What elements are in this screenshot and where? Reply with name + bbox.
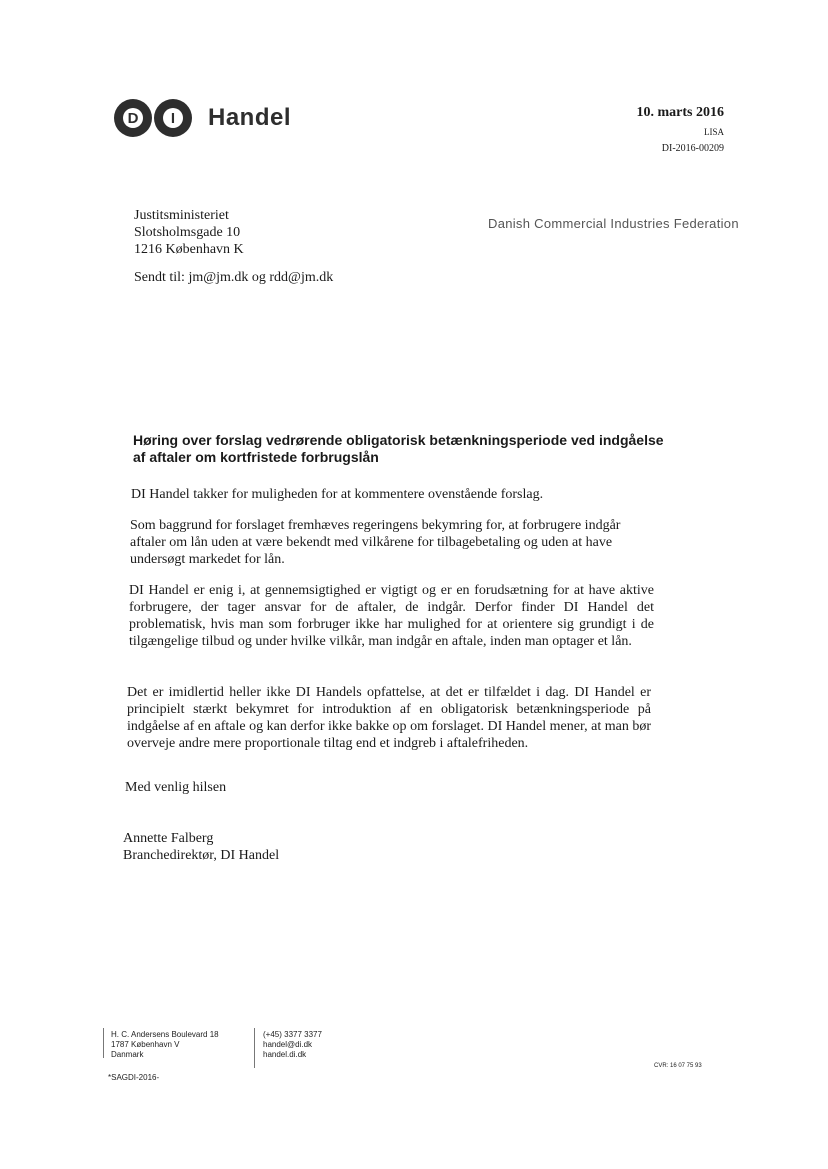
footer-cvr: CVR: 16 07 75 93: [654, 1063, 702, 1069]
footer-divider: [103, 1028, 104, 1058]
author-initials: LISA: [704, 127, 724, 137]
federation-name: Danish Commercial Industries Federation: [488, 216, 739, 231]
footer-address-line: H. C. Andersens Boulevard 18: [111, 1030, 219, 1039]
footer-website: handel.di.dk: [263, 1050, 307, 1059]
footer-address-line: Danmark: [111, 1050, 144, 1059]
subject-heading: Høring over forslag vedrørende obligatorisk betænkningsperiode ved indgåelse af aftaler om kortfristede forbrugslån: [133, 432, 664, 465]
body-paragraph: DI Handel takker for muligheden for at kommentere ovenstående forslag.: [131, 487, 544, 502]
footer-phone: (+45) 3377 3377: [263, 1030, 322, 1039]
letter-meta: [637, 105, 725, 154]
footer-email: handel@di.dk: [263, 1040, 313, 1049]
footer-contact: [263, 1030, 322, 1060]
letter-date: 10. marts 2016: [636, 105, 724, 120]
logo-letter-d: D: [123, 108, 143, 128]
signer-title: Branchedirektør, DI Handel: [123, 848, 280, 863]
sent-to-line: Sendt til: jm@jm.dk og rdd@jm.dk: [134, 270, 334, 285]
case-stamp: *SAGDI-2016-: [108, 1073, 160, 1082]
footer-address: [111, 1030, 219, 1060]
footer-divider: [254, 1028, 255, 1068]
signer-name: Annette Falberg: [123, 831, 214, 846]
recipient-line: 1216 København K: [134, 242, 244, 257]
reference-number: DI-2016-00209: [661, 143, 724, 154]
signature-block: [123, 830, 279, 864]
logo-circle-d: [114, 99, 152, 137]
logo-word: Handel: [208, 104, 292, 131]
logo-letter-i: I: [163, 108, 183, 128]
recipient-address: [134, 207, 244, 258]
body-paragraph: Som baggrund for forslaget fremhæves regeringens bekymring for, at forbrugere indgår aftaler om lån uden at være bekendt med vilkårene for tilbagebetaling og uden at have undersøgt markedet for lån.: [130, 518, 621, 567]
di-handel-logo: [114, 99, 291, 137]
body-paragraph: Det er imidlertid heller ikke DI Handels opfattelse, at det er tilfældet i dag. DI Handel er principielt stærkt bekymret for introduktion af en obligatorisk betænkningsperiode på indgåelse af en aftale og kan derfor ikke bakke op om forslaget. DI Handel mener, at man bør overveje andre mere proportionale tiltag end et indgreb i aftalefriheden.: [127, 685, 651, 751]
footer-address-line: 1787 København V: [111, 1040, 180, 1049]
recipient-line: Slotsholmsgade 10: [134, 225, 241, 240]
recipient-line: Justitsministeriet: [134, 208, 229, 223]
logo-circle-i: [154, 99, 192, 137]
closing-greeting: Med venlig hilsen: [125, 780, 227, 795]
body-paragraph: DI Handel er enig i, at gennemsigtighed er vigtigt og er en forudsætning for at have aktive forbrugere, der tager ansvar for de aftaler, de indgår. Derfor finder DI Handel det problematisk, hvis man som forbruger ikke har mulighed for at orientere sig grundigt i de tilgængelige tilbud og under hvilke vilkår, man indgår en aftale, inden man optager et lån.: [129, 583, 654, 649]
